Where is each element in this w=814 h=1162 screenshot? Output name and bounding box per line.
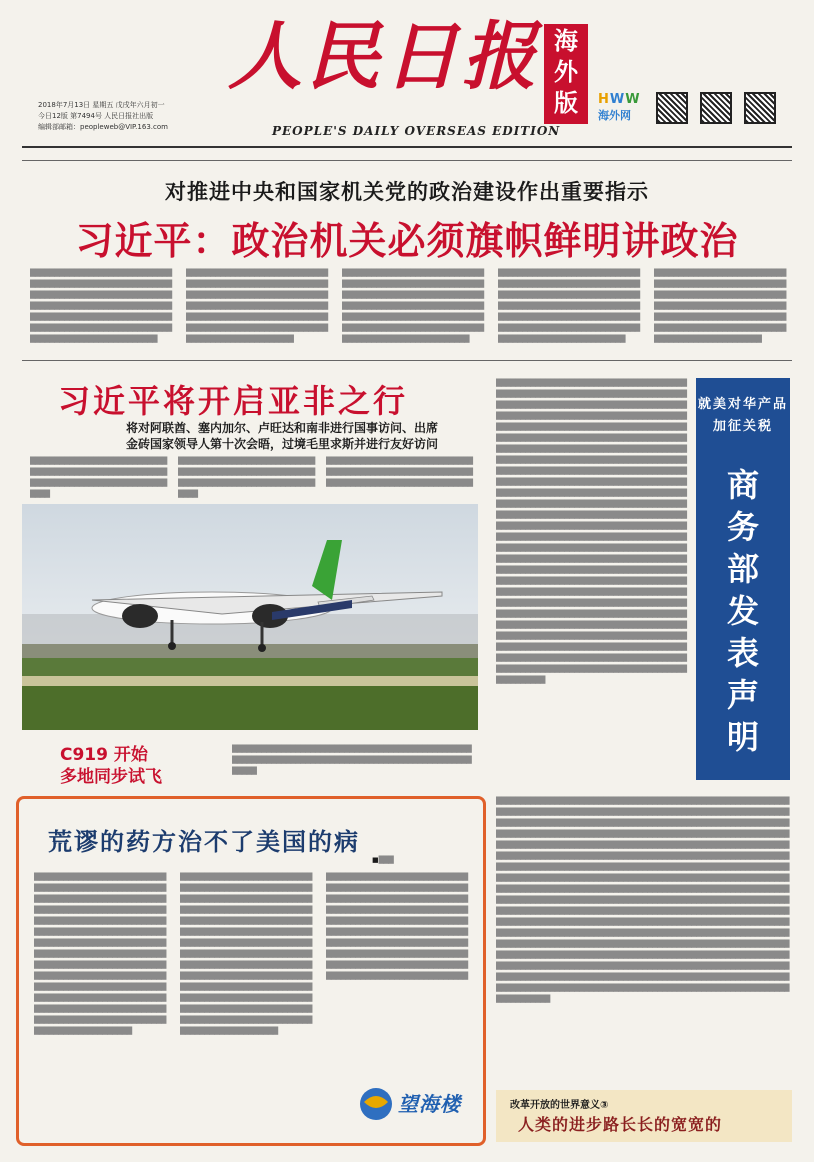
qr-code-icon[interactable] <box>656 92 688 124</box>
qr-code-icon[interactable] <box>744 92 776 124</box>
site-logo-icon: HWW <box>598 92 641 107</box>
issue-line: 今日12版 第7494号 人民日报社出版 <box>38 112 154 120</box>
lead-body-column: ████████████████████████████████████████████████████████████████████████████████████████████████████████████████████████████████████████████████████████████████████████████████████████████████████████ <box>30 269 172 343</box>
box-kicker-line: 就美对华产品 <box>697 397 788 412</box>
story-body-column: ████████████████████████████████████████████████████████████████████████████████████████ <box>30 457 167 498</box>
lead-body-column: ████████████████████████████████████████████████████████████████████████████████████████████████████████████████████████████████████████████████████████████████████████████████████████████████████ <box>186 269 328 343</box>
story-subhead-line: 将对阿联酋、塞内加尔、卢旺达和南非进行国事访问、出席 <box>125 421 438 435</box>
editorial-byline: ■███ <box>372 856 394 864</box>
site-logo-block[interactable] <box>598 92 641 123</box>
globe-icon <box>356 1084 396 1124</box>
brand-name: 望海楼 <box>398 1092 461 1116</box>
lead-body-column: ████████████████████████████████████████████████████████████████████████████████████████████████████████████████████████████████████████████████████████████████████████████████████████ <box>654 269 786 343</box>
promo-headline[interactable]: 人类的进步路长长的宽宽的 <box>518 1115 723 1134</box>
photo-caption-line: 多地同步试飞 <box>60 767 162 787</box>
email-line: 编辑部邮箱：peopleweb@VIP.163.com <box>38 123 168 131</box>
editorial-body-column: ██████████████████████████████████████████████████████████████████████████████████████████████████████████████████████████████████████████████████████████████████████████████████████████████████████████████████████████████████████████████████████████████████████████████████████████████████████████████████████████████████████████████████████████████████████████████████████████████████████████████ <box>180 873 312 1035</box>
photo-caption-line: C919 开始 <box>60 745 148 765</box>
photo-caption-body: ███████████████████████████████████████████████████████████████████████████████████████████████████████ <box>232 745 472 775</box>
box-title: 商务部发表声明 <box>726 466 759 756</box>
site-name: 海外网 <box>598 109 631 122</box>
address-rule <box>22 160 792 161</box>
aircraft-photo[interactable] <box>22 504 478 730</box>
byline-marker-icon: ■ <box>372 856 379 864</box>
story-subhead-line: 金砖国家领导人第十次会晤，过境毛里求斯并进行友好访问 <box>125 437 438 451</box>
lead-headline[interactable]: 习近平：政治机关必须旗帜鲜明讲政治 <box>75 219 739 263</box>
story-subhead <box>72 420 492 452</box>
english-title: PEOPLE'S DAILY OVERSEAS EDITION <box>272 124 561 138</box>
date-line: 2018年7月13日 星期五 戊戌年六月初一 <box>38 101 165 109</box>
lead-kicker: 对推进中央和国家机关党的政治建设作出重要指示 <box>165 180 649 204</box>
lead-body-column: ████████████████████████████████████████████████████████████████████████████████████████████████████████████████████████████████████████████████████████████████████████████████████████████████████████ <box>342 269 484 343</box>
right-body-column: ███████████████████████████████████████████████████████████████████████████████████████████████████████████████████████████████████████████████████████████████████████████████████████████████████████████████████████████████████████████████████████████████████████████████████████████████████████████████████████████████████████████████████████████████████████████████████████████████████████████████████████████████████████████████████████████████████████████████████████████████████████████████████████████████████████████████████████████████████████████████████████████████████████████████████████████████████████████████████████████████████████████████████████████████████████████████████████████████████████████████████████████████████████████████████████████████████████████████████████████████████████████████████████████████████████████████████████████████████████████████████████████████████████████████████████████████████████████████████████████████████████████████████████████████████████████████████████████████████████████████████████████████████████ <box>496 379 687 684</box>
overseas-edition-badge <box>544 24 588 124</box>
promo-series-title: 改革开放的世界意义③ <box>510 1100 609 1111</box>
story-headline[interactable]: 习近平将开启亚非之行 <box>58 382 409 420</box>
editorial-body-column: ██████████████████████████████████████████████████████████████████████████████████████████████████████████████████████████████████████████████████████████████████████████████████████████████████████████████████████████████████████████████████████████████████████████████████████████████████████████████████████████████████████████████████████████████████████████████████████████████████████████████ <box>34 873 166 1035</box>
story-body-column: ████████████████████████████████████████████████████████████████████████████████████████ <box>178 457 315 498</box>
masthead-rule <box>22 146 792 148</box>
story-body-column: ██████████████████████████████████████████████████████████████████████████████████████████ <box>326 457 473 487</box>
editorial-body-column: ██████████████████████████████████████████████████████████████████████████████████████████████████████████████████████████████████████████████████████████████████████████████████████████████████████████████████████████████████████████████████████████████████████████████████████████████████ <box>326 873 468 980</box>
newspaper-logo: 人民日报 <box>228 14 540 100</box>
photo-caption <box>60 744 162 788</box>
qr-code-icon[interactable] <box>700 92 732 124</box>
lead-body-column: ████████████████████████████████████████████████████████████████████████████████████████████████████████████████████████████████████████████████████████████████████████████████████████████████████████ <box>498 269 640 343</box>
section-rule <box>22 360 792 361</box>
box-kicker-line: 加征关税 <box>712 419 773 434</box>
wanghailou-brand[interactable] <box>356 1082 468 1128</box>
editorial-title[interactable]: 荒谬的药方治不了美国的病 <box>48 827 360 856</box>
badge-text: 海外版 <box>554 27 578 117</box>
commerce-statement-box[interactable] <box>696 378 790 780</box>
c919-plane-image <box>22 504 478 730</box>
right-lower-body: ███████████████████████████████████████████████████████████████████████████████████████████████████████████████████████████████████████████████████████████████████████████████████████████████████████████████████████████████████████████████████████████████████████████████████████████████████████████████████████████████████████████████████████████████████████████████████████████████████████████████████████████████████████████████████████████████████████████████████████████████████████████████████████████████████████████████████████████████████████████████████████████████████████████████████████████████████████████████████████████████████████████████████████████████████████████████████████████████████████████████████████████████████████████████████████████████████████████████████████████████████████████████████████████████████████████████████████████████████████████████████████████████████████████████████████████████████████████████████████████████████████████████████████████████████████████████████████████████████████████████████████████████████████████████████████████████████ <box>496 797 789 1003</box>
